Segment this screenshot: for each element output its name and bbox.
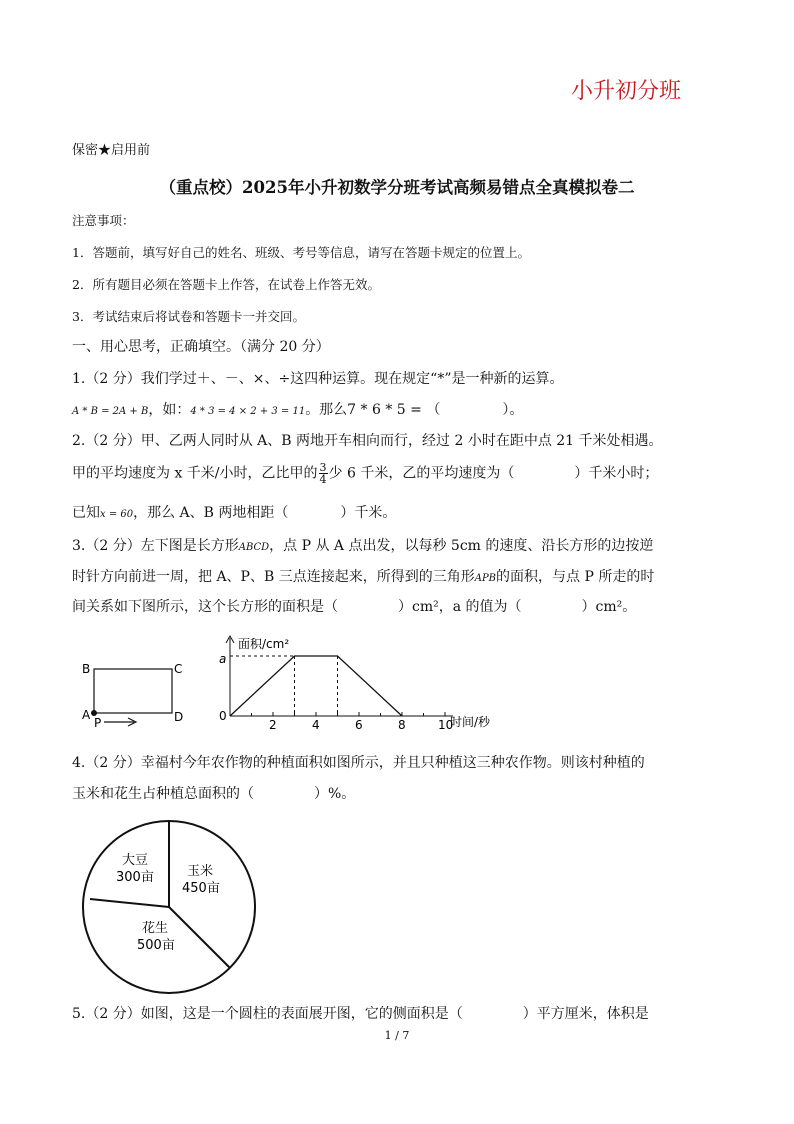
note-item-2: 2．所有题目必须在答题卡上作答，在试卷上作答无效。: [72, 277, 380, 292]
q3-line1-a: 3.（2 分）左下图是长方形: [72, 538, 239, 554]
q1-mid: ，如：: [148, 402, 191, 418]
pie-value-corn: 450亩: [182, 881, 220, 896]
q5-line1-a: 5.（2 分）如图，这是一个圆柱的表面展开图，它的侧面积是（: [72, 1006, 463, 1022]
q3-rect-name: ABCD: [238, 542, 270, 553]
q4-line2-a: 玉米和花生占种植总面积的（: [72, 786, 254, 802]
q5-line1: [72, 1003, 649, 1023]
q3-line2-a: 时针方向前进一周，把 A、P、B 三点连接起来，所得到的三角形: [72, 569, 475, 585]
x-axis-label: 时间/秒: [450, 715, 491, 729]
area-time-graph: [215, 634, 515, 734]
q4-line2-b: ）%。: [314, 786, 356, 802]
crop-pie-chart: [80, 818, 270, 1008]
vertex-label-c: C: [174, 662, 183, 676]
q1-example: 4 * 3 = 4 × 2 + 3 = 11: [190, 406, 306, 417]
series-line: [230, 656, 402, 716]
q2-line1: 2.（2 分）甲、乙两人同时从 A、B 两地开车相向而行，经过 2 小时在距中点 21 千米处相遇。: [72, 433, 663, 449]
secret-mark: 保密★启用前: [72, 143, 151, 158]
y-axis-label: 面积/cm²: [238, 637, 290, 651]
q2-line2-c: ）千米小时；: [574, 465, 659, 482]
rectangle-abcd: [94, 669, 172, 713]
q3-line2-b: 的面积，与点 P 所走的时: [496, 569, 655, 585]
q2-line2: [72, 462, 658, 485]
x-tick-label: 10: [438, 718, 454, 732]
q1-formula: A * B = 2A + B: [72, 406, 149, 417]
q4-line1: 4.（2 分）幸福村今年农作物的种植面积如图所示，并且只种植这三种农作物。则该村种植的: [72, 755, 645, 771]
fraction-denominator: 4: [319, 473, 327, 486]
q5-line1-b: ）平方厘米，体积是: [522, 1006, 649, 1022]
q3-line2: [72, 566, 654, 586]
q2-line3: [72, 502, 396, 522]
q3-line3: [72, 596, 636, 616]
section-heading: 一、用心思考，正确填空。（满分 20 分）: [72, 339, 330, 355]
q3-line1-b: ，点 P 从 A 点出发，以每秒 5cm 的速度、沿长方形的边按逆: [269, 538, 654, 554]
q1-close: ）。: [502, 402, 524, 418]
q2-line3-a: 已知: [72, 505, 100, 521]
fraction-numerator: 3: [319, 461, 327, 474]
q1-line1: 1.（2 分）我们学过＋、－、×、÷这四种运算。现在规定“*”是一种新的运算。: [72, 371, 564, 387]
page-title: （重点校）2025年小升初数学分班考试高频易错点全真模拟卷二: [159, 178, 635, 197]
vertex-label-a: A: [82, 708, 91, 722]
pie-value-soy: 300亩: [116, 870, 154, 885]
q2-formula: x = 60: [100, 509, 134, 520]
q2-line2-a: 甲的平均速度为 x 千米/小时，乙比甲的: [72, 465, 318, 482]
pie-value-peanut: 500亩: [137, 938, 175, 953]
q1-line2: [72, 399, 523, 419]
q3-triangle-name: APB: [474, 573, 497, 584]
x-tick-label: 2: [269, 718, 277, 732]
page-number: 1 / 7: [384, 1029, 410, 1042]
x-tick-label: 8: [398, 718, 406, 732]
q2-line2-b: 少 6 千米，乙的平均速度为（: [328, 465, 515, 482]
point-label-p: P: [94, 716, 102, 730]
q2-line3-b: ，那么 A、B 两地相距（: [133, 505, 289, 521]
q3-line3-a: 间关系如下图所示，这个长方形的面积是（: [72, 599, 338, 615]
q3-unit1: ）cm²: [398, 599, 439, 615]
note-item-1: 1．答题前，填写好自己的姓名、班级、考号等信息，请写在答题卡规定的位置上。: [72, 245, 530, 260]
a-label: a: [219, 652, 227, 666]
x-tick-label: 6: [355, 718, 363, 732]
notes-heading: 注意事项：: [72, 213, 135, 228]
vertex-label-d: D: [174, 710, 184, 724]
brand-label: 小升初分班: [571, 79, 682, 104]
pie-label-peanut: 花生: [142, 921, 169, 936]
q3-line3-b: ，a 的值为（: [438, 599, 522, 615]
pie-label-soy: 大豆: [122, 853, 149, 868]
origin-label: 0: [219, 709, 227, 723]
rectangle-figure: [76, 655, 196, 730]
x-tick-label: 4: [312, 718, 320, 732]
q2-line3-c: ）千米。: [340, 505, 397, 521]
q1-end: 。那么7 * 6 * 5 = （: [305, 402, 441, 418]
q3-line1: [72, 535, 653, 555]
pie-label-corn: 玉米: [187, 864, 214, 879]
note-item-3: 3．考试结束后将试卷和答题卡一并交回。: [72, 309, 305, 324]
q4-line2: [72, 783, 355, 803]
q3-unit2: ）cm²。: [581, 599, 637, 615]
vertex-label-b: B: [82, 662, 91, 676]
q2-fraction: [319, 462, 328, 485]
